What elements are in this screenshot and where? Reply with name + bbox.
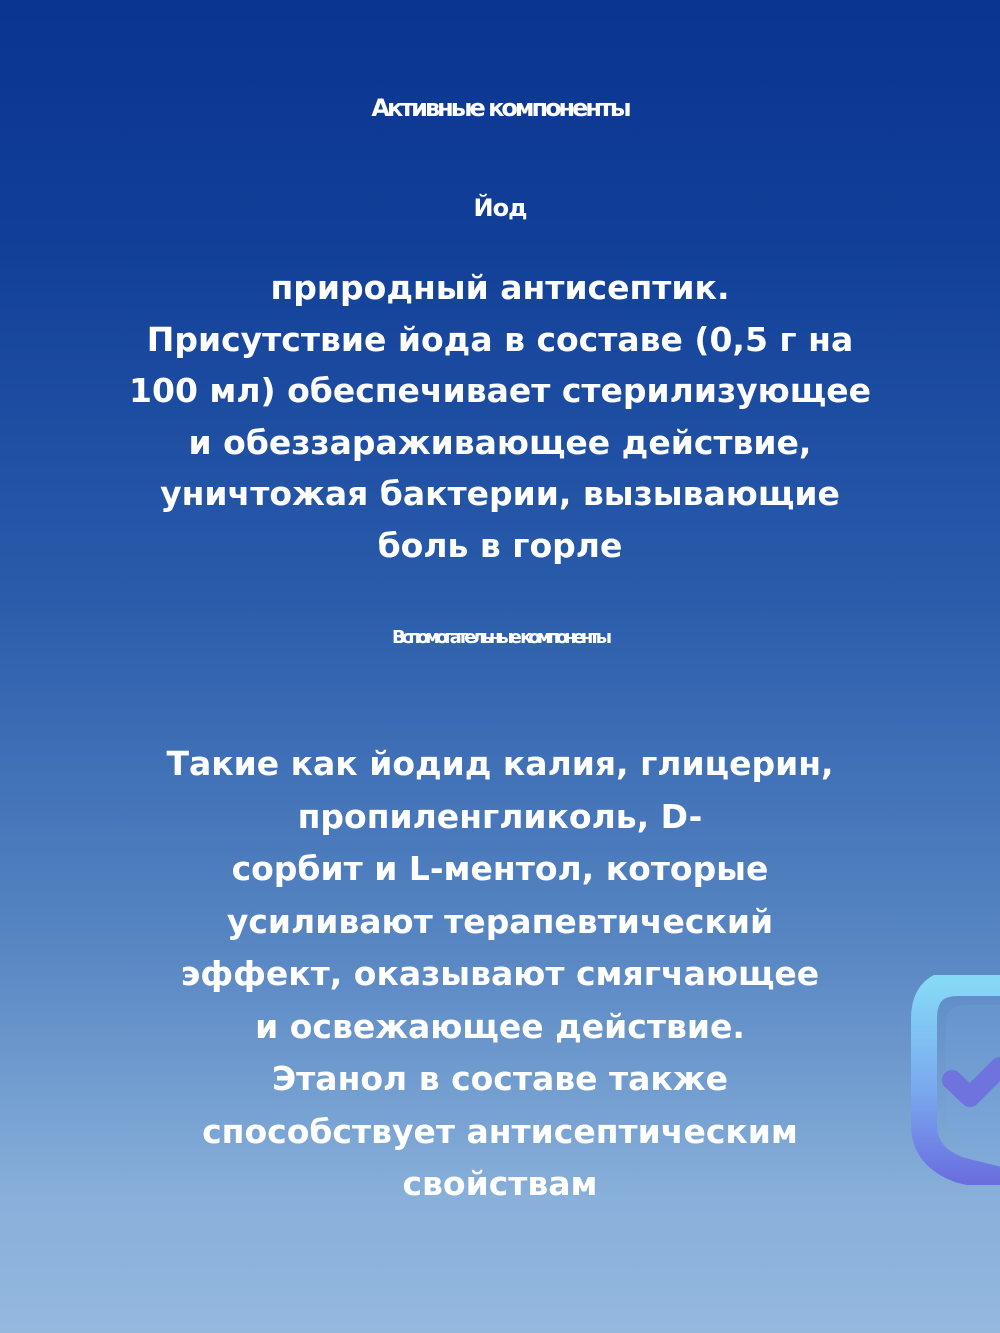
text-line: пропиленгликоль, D-: [297, 796, 703, 836]
text-line: эффект, оказывают смягчающее: [180, 954, 820, 993]
text-line: сорбит и L-ментол, которые: [231, 849, 769, 888]
text-line: Этанол в составе также: [271, 1059, 729, 1098]
text-line: и освежающее действие.: [255, 1006, 745, 1046]
iodine-subtitle: Йод: [473, 194, 527, 222]
text-line: и обеззараживающее действие,: [188, 422, 812, 462]
auxiliary-components-title: Вспомогательные компоненты: [391, 627, 609, 648]
active-components-title: Активные компоненты: [371, 94, 629, 122]
iodine-description: [20, 262, 980, 571]
text-line: Такие как йодид калия, глицерин,: [166, 744, 834, 783]
text-line: боль в горле: [377, 525, 623, 565]
auxiliary-description: [20, 738, 980, 1211]
text-line: усиливают терапевтический: [226, 901, 774, 941]
text-line: способствует антисептическим: [202, 1111, 798, 1151]
text-line: свойствам: [402, 1164, 598, 1203]
text-line: Присутствие йода в составе (0,5 г на: [146, 319, 854, 359]
text-line: уничтожая бактерии, вызывающие: [160, 474, 840, 513]
shield-check-icon: [900, 975, 1000, 1185]
text-line: природный антисептик.: [270, 268, 730, 307]
text-line: 100 мл) обеспечивает стерилизующее: [129, 371, 871, 410]
